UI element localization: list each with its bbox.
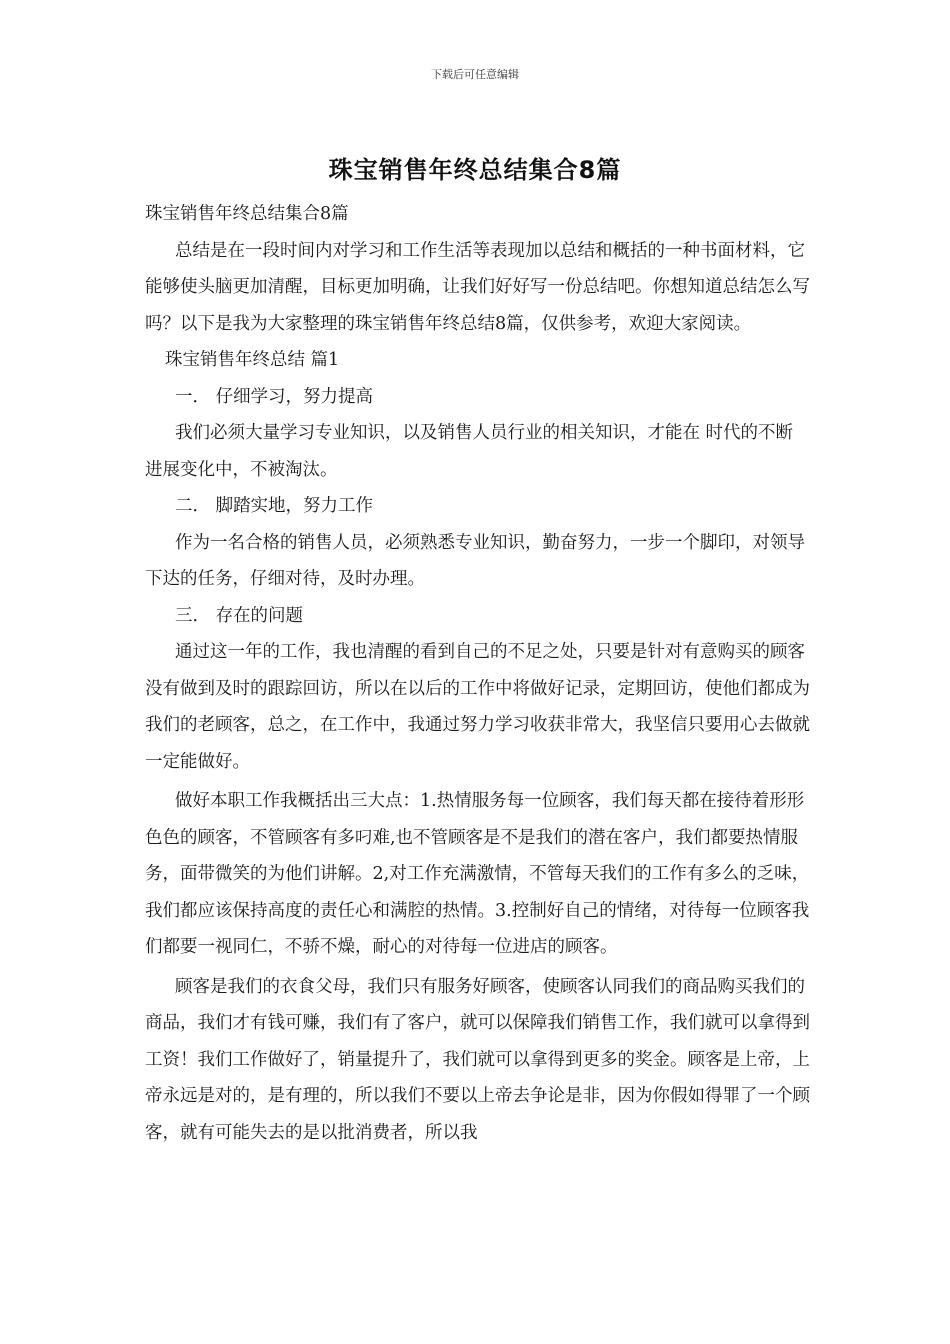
document-title: 珠宝销售年终总结集合8篇 (328, 156, 622, 184)
header-note: 下载后可任意编辑 (431, 68, 519, 81)
paragraph-4: 做好本职工作我概括出三大点：1.热情服务每一位顾客，我们每天都在接待着形形色色的顾客，不管顾客有多叼难,也不管顾客是不是我们的潜在客户，我们都要热情服务，面带微笑的为他们讲解。2,对工作充满激情，不管每天我们的工作有多么的乏味，我们都应该保持高度的责任心和满腔的热情。3.控制好自己的情绪，对待每一位顾客我们都要一视同仁，不骄不燥，耐心的对待每一位进店的顾客。 (145, 791, 810, 957)
heading-1: 一． 仔细学习，努力提高 (175, 386, 374, 407)
heading-2: 二． 脚踏实地，努力工作 (175, 496, 374, 516)
paragraph-2: 作为一名合格的销售人员，必须熟悉专业知识，勤奋努力，一步一个脚印，对领导下达的任务，仔细对待，及时办理。 (145, 532, 805, 589)
section-title: 珠宝销售年终总结 篇1 (165, 350, 340, 370)
paragraph-5: 顾客是我们的衣食父母，我们只有服务好顾客，使顾客认同我们的商品购买我们的商品，我们才有钱可赚，我们有了客户，就可以保障我们销售工作，我们就可以拿得到工资！我们工作做好了，销量提升了，我们就可以拿得到更多的奖金。顾客是上帝，上帝永远是对的，是有理的，所以我们不要以上帝去争论是非，因为你假如得罪了一个顾客，就有可能失去的是以批消费者，所以我 (145, 976, 810, 1143)
heading-3: 三． 存在的问题 (175, 605, 304, 626)
document-body (145, 196, 810, 1151)
document-subtitle: 珠宝销售年终总结集合8篇 (145, 204, 349, 224)
paragraph-1: 我们必须大量学习专业知识，以及销售人员行业的相关知识，才能在 时代的不断进展变化中，不被淘汰。 (145, 423, 794, 480)
paragraph-3: 通过这一年的工作，我也清醒的看到自己的不足之处，只要是针对有意购买的顾客没有做到及时的跟踪回访，所以在以后的工作中将做好记录，定期回访，使他们都成为我们的老顾客，总之，在工作中，我通过努力学习收获非常大，我坚信只要用心去做就一定能做好。 (145, 642, 810, 772)
intro-paragraph: 总结是在一段时间内对学习和工作生活等表现加以总结和概括的一种书面材料，它能够使头脑更加清醒，目标更加明确，让我们好好写一份总结吧。你想知道总结怎么写吗？以下是我为大家整理的珠宝销售年终总结8篇，仅供参考，欢迎大家阅读。 (145, 240, 810, 334)
